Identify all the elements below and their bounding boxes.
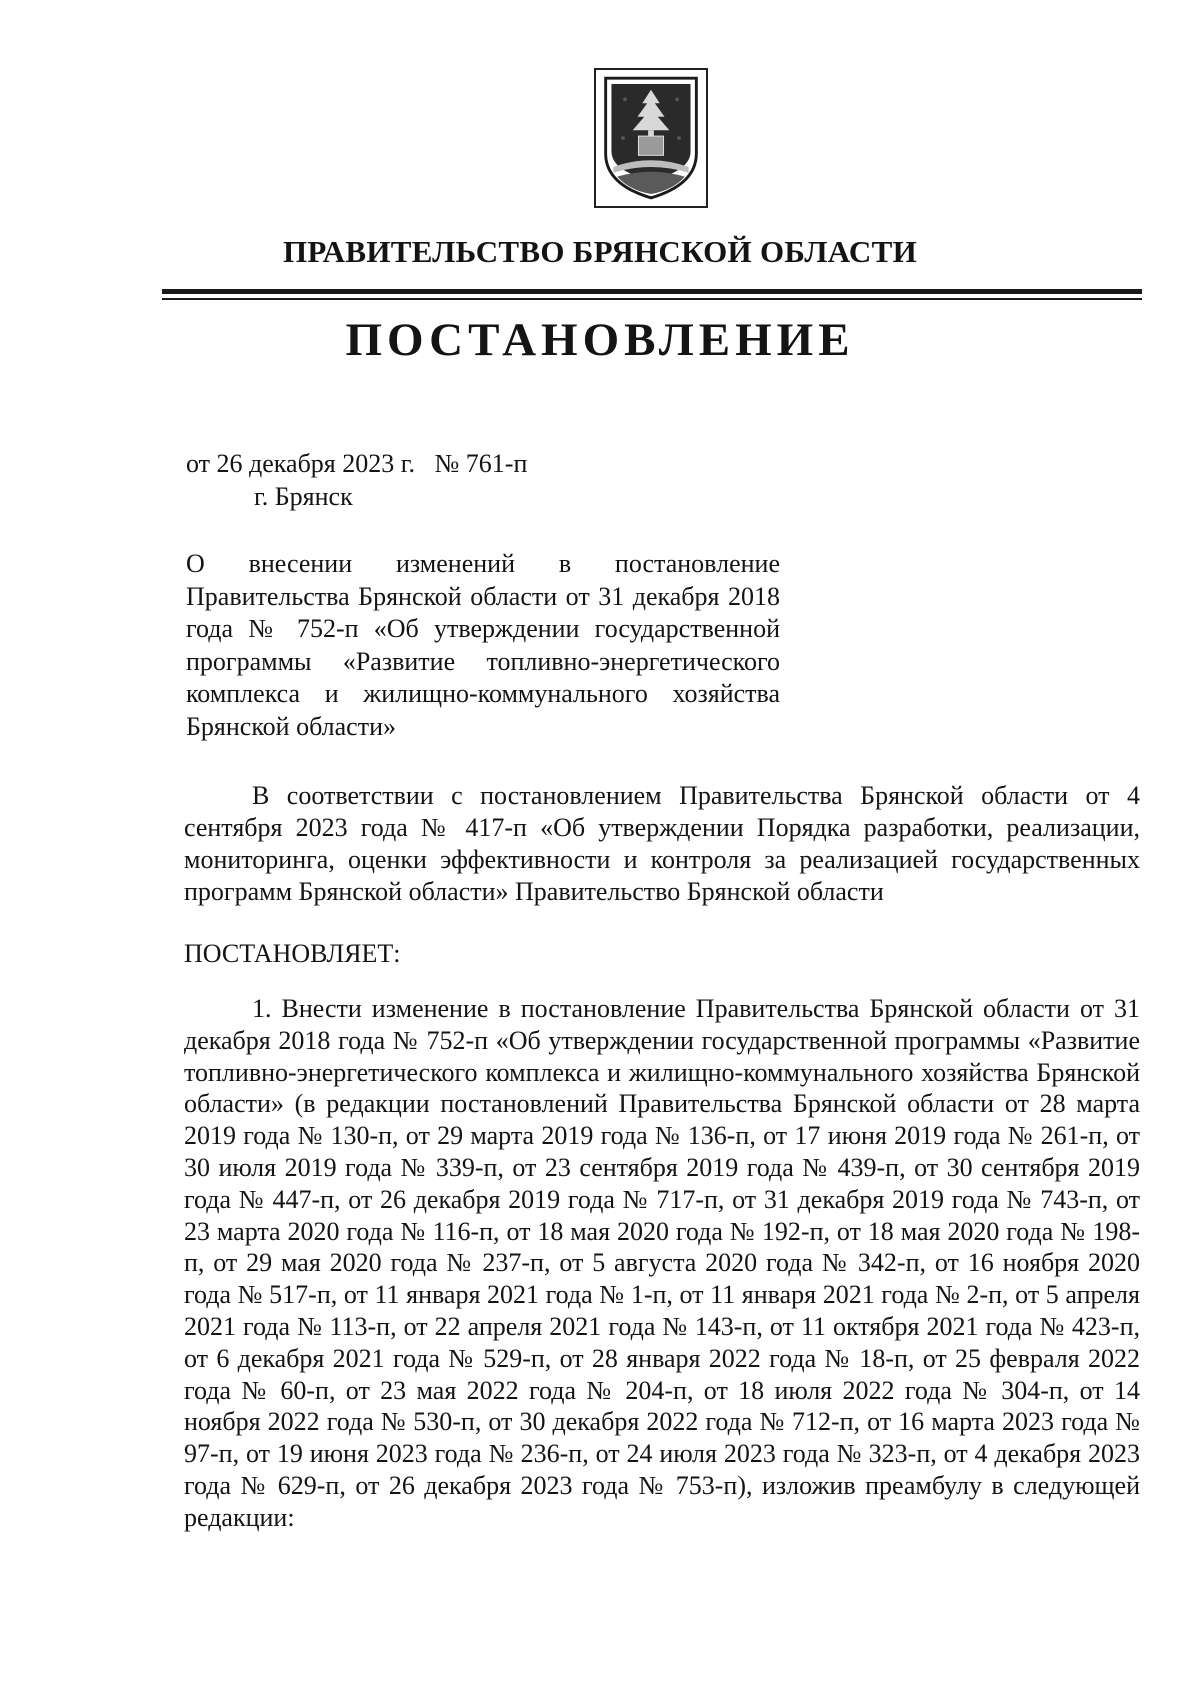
document-meta: [186, 449, 527, 479]
header-divider-thick: [162, 289, 1142, 294]
preamble-paragraph: В соответствии с постановлением Правительства Брянской области от 4 сентября 2023 года № 417-п «Об утверждении Порядка разработки, реализации, мониторинга, оценки эффективности и контроля за реализацией государственных программ Брянской области» Правительство Брянской области: [184, 781, 1140, 906]
item-1-paragraph: 1. Внести изменение в постановление Правительства Брянской области от 31 декабря 2018 года № 752-п «Об утверждении государственной программы «Развитие топливно-энергетического комплекса и жилищно-коммунального хозяйства Брянской области» (в редакции постановлений Правительства Брянской области от 28 марта 2019 года № 130-п, от 29 марта 2019 года № 136-п, от 17 июня 2019 года № 261-п, от 30 июля 2019 года № 339-п, от 23 сентября 2019 года № 439-п, от 30 сентября 2019 года № 447-п, от 26 декабря 2019 года № 717-п, от 31 декабря 2019 года № 743-п, от 23 марта 2020 года № 116-п, от 18 мая 2020 года № 192-п, от 18 мая 2020 года № 198-п, от 29 мая 2020 года № 237-п, от 5 августа 2020 года № 342-п, от 16 ноября 2020 года № 517-п, от 11 января 2021 года № 1-п, от 11 января 2021 года № 2-п, от 5 апреля 2021 года № 113-п, от 22 апреля 2021 года № 143-п, от 11 октября 2021 года № 423-п, от 6 декабря 2021 года № 529-п, от 28 января 2022 года № 18-п, от 25 февраля 2022 года № 60-п, от 23 мая 2022 года № 204-п, от 18 июля 2022 года № 304-п, от 14 ноября 2022 года № 530-п, от 30 декабря 2022 года № 712-п, от 16 марта 2023 года № 97-п, от 19 июня 2023 года № 236-п, от 24 июля 2023 года № 323-п, от 4 декабря 2023 года № 629-п, от 26 декабря 2023 года № 753-п), изложив преамбулу в следующей редакции:: [184, 994, 1140, 1532]
header-divider-thin: [162, 298, 1142, 300]
coat-of-arms-icon: [594, 68, 708, 208]
document-subject: О внесении изменений в постановление Правительства Брянской области от 31 декабря 2018 года № 752-п «Об утверждении государственной программы «Развитие топливно-энергетического комплекса и жилищно-коммунального хозяйства Брянской области»: [186, 549, 780, 741]
document-city: г. Брянск: [254, 482, 353, 511]
government-title: ПРАВИТЕЛЬСТВО БРЯНСКОЙ ОБЛАСТИ: [282, 234, 918, 269]
decree-word: ПОСТАНОВЛЯЕТ:: [184, 939, 401, 968]
document-date: от 26 декабря 2023 г.: [186, 449, 415, 478]
document-type-title: ПОСТАНОВЛЕНИЕ: [345, 314, 855, 366]
document-number: № 761-п: [434, 449, 528, 478]
